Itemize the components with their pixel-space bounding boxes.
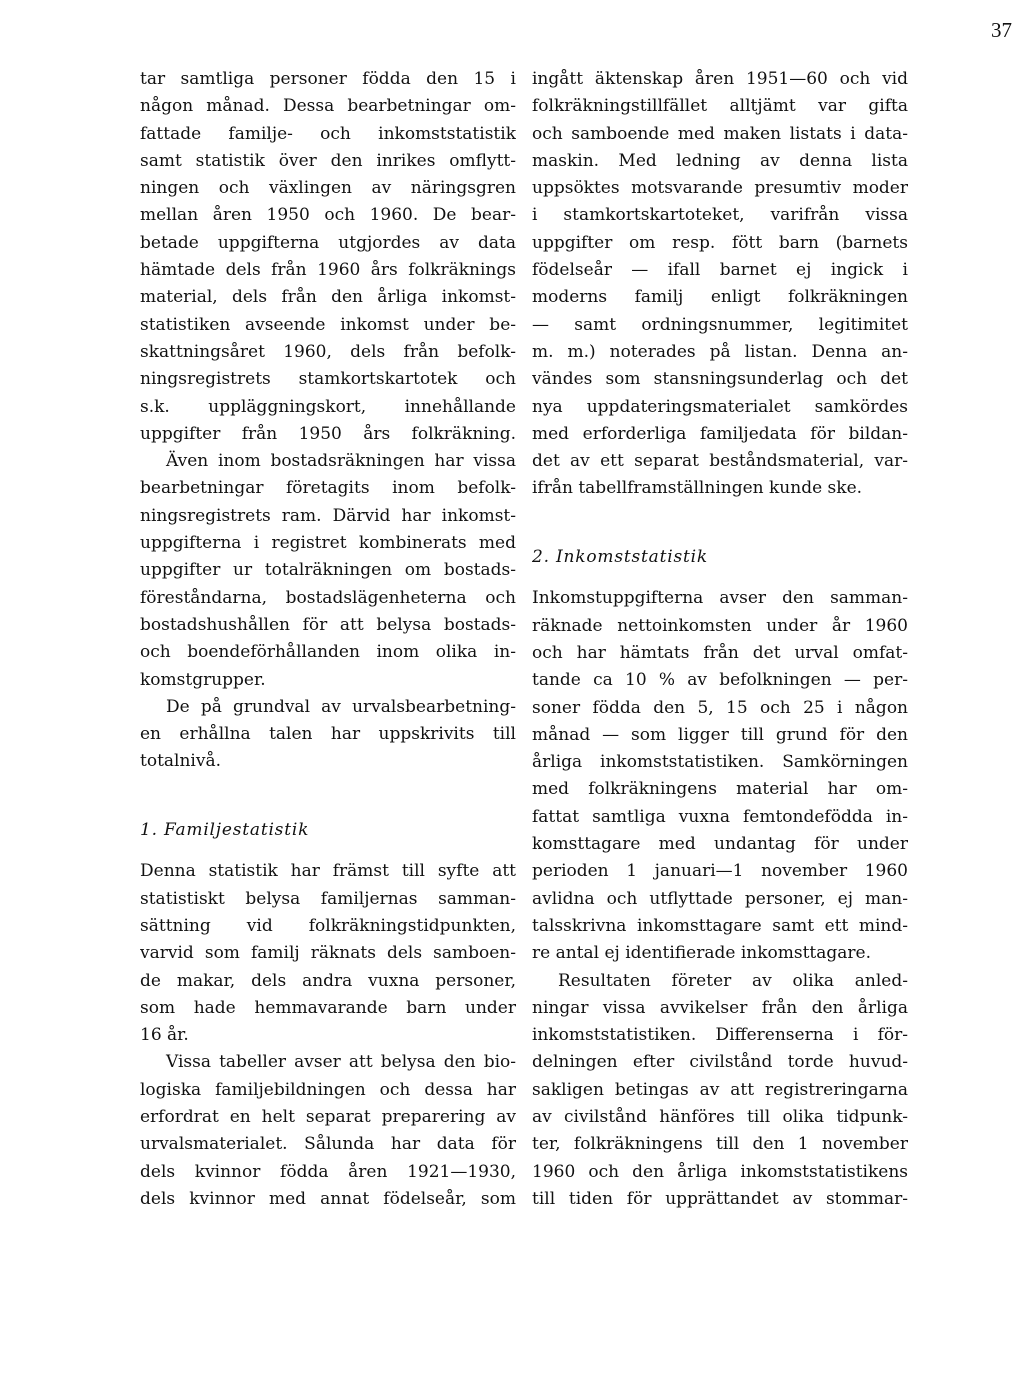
text-line: talsskrivna inkomsttagare samt ett mind- <box>532 915 908 936</box>
text-line: föreståndarna, bostadslägenheterna och <box>140 587 516 608</box>
text-line: någon månad. Dessa bearbetningar om- <box>140 96 516 117</box>
text-line: logiska familjebildningen och dessa har <box>140 1079 516 1100</box>
spacer <box>140 776 516 803</box>
paragraph <box>140 694 516 776</box>
text-line: med erforderliga familjedata för bildan- <box>532 423 908 444</box>
text-line: Även inom bostadsräkningen har vissa <box>166 451 516 472</box>
text-line: till tiden för upprättandet av stommar- <box>532 1188 908 1209</box>
text-line: ningar vissa avvikelser från den årliga <box>532 997 908 1018</box>
paragraph <box>532 585 908 967</box>
paragraph <box>532 968 908 1214</box>
text-line: fattat samtliga vuxna femtondefödda in- <box>532 806 908 827</box>
text-line: av civilstånd hänföres till olika tidpunk- <box>532 1106 908 1127</box>
text-line: delningen efter civilstånd torde huvud- <box>532 1052 908 1073</box>
text-line: och boendeförhållanden inom olika in- <box>140 642 516 663</box>
text-line: de makar, dels andra vuxna personer, <box>140 970 516 991</box>
text-line: 16 år. <box>140 1025 189 1046</box>
text-line: folkräkningstillfället alltjämt var gifta <box>532 96 908 117</box>
spacer <box>140 803 516 817</box>
text-line: material, dels från den årliga inkomst- <box>140 287 516 308</box>
text-line: betade uppgifterna utgjordes av data <box>140 232 516 253</box>
text-line: dels kvinnor födda åren 1921—1930, <box>140 1161 516 1182</box>
page-number: 37 <box>991 18 1012 42</box>
text-line: årliga inkomststatistiken. Samkörningen <box>532 752 908 773</box>
text-line: uppgifterna i registret kombinerats med <box>140 533 516 554</box>
text-line: uppsöktes motsvarande presumtiv moder <box>532 178 908 199</box>
text-line: med folkräkningens material har om- <box>532 779 908 800</box>
text-line: Resultaten företer av olika anled- <box>558 970 908 991</box>
spacer <box>140 844 516 858</box>
text-line: dels kvinnor med annat födelseår, som <box>140 1188 516 1209</box>
paragraph <box>140 448 516 694</box>
text-line: i stamkortskartoteket, varifrån vissa <box>532 205 908 226</box>
text-line: och samboende med maken listats i data- <box>532 123 908 144</box>
paragraph <box>140 66 516 448</box>
text-line: 1960 och den årliga inkomststatistikens <box>532 1161 908 1182</box>
text-line: inkomststatistiken. Differenserna i för- <box>532 1025 908 1046</box>
text-line: ifrån tabellframställningen kunde ske. <box>532 478 863 499</box>
text-line: Inkomstuppgifterna avser den samman- <box>532 588 908 609</box>
text-line: re antal ej identifierade inkomsttagare. <box>532 943 871 964</box>
text-line: uppgifter från 1950 års folkräkning. <box>140 423 516 444</box>
text-line: och har hämtats från det urval omfat- <box>532 642 908 663</box>
paragraph <box>140 1049 516 1213</box>
text-line: ningsregistrets stamkortskartotek och <box>140 369 516 390</box>
text-line: statistiken avseende inkomst under be- <box>140 314 516 335</box>
text-line: sättning vid folkräkningstidpunkten, <box>140 915 516 936</box>
text-line: bearbetningar företagits inom befolk- <box>140 478 516 499</box>
text-line: statistiskt belysa familjernas samman- <box>140 888 516 909</box>
text-line: erfordrat en helt separat preparering av <box>140 1106 516 1127</box>
paragraph <box>532 66 908 503</box>
paragraph <box>140 858 516 1049</box>
text-line: Denna statistik har främst till syfte att <box>140 861 516 882</box>
text-line: fattade familje- och inkomststatistik <box>140 123 516 144</box>
section-heading-familjestatistik: 1. Familjestatistik <box>140 820 310 841</box>
text-line: det av ett separat beståndsmaterial, var- <box>532 451 908 472</box>
text-line: varvid som familj räknats dels samboen- <box>140 943 516 964</box>
text-line: ter, folkräkningens till den 1 november <box>532 1134 908 1155</box>
text-line: månad — som ligger till grund för den <box>532 724 908 745</box>
text-line: avlidna och utflyttade personer, ej man- <box>532 888 908 909</box>
text-line: bostadshushållen för att belysa bostads- <box>140 614 516 635</box>
left-column <box>140 66 516 1213</box>
text-line: en erhållna talen har uppskrivits till <box>140 724 516 745</box>
text-line: De på grundval av urvalsbearbetning- <box>166 696 516 717</box>
text-line: sakligen betingas av att registreringarna <box>532 1079 908 1100</box>
text-line: komsttagare med undantag för under <box>532 834 908 855</box>
spacer <box>532 503 908 530</box>
text-line: tande ca 10 % av befolkningen — per- <box>532 670 908 691</box>
text-line: komstgrupper. <box>140 669 266 690</box>
spacer <box>532 571 908 585</box>
text-line: totalnivå. <box>140 751 221 772</box>
text-line: vändes som stansningsunderlag och det <box>532 369 908 390</box>
spacer <box>532 530 908 544</box>
text-line: skattningsåret 1960, dels från befolk- <box>140 341 516 362</box>
text-line: s.k. uppläggningskort, innehållande <box>140 396 516 417</box>
right-column <box>532 66 908 1213</box>
text-line: moderns familj enligt folkräkningen <box>532 287 908 308</box>
text-line: soner födda den 5, 15 och 25 i någon <box>532 697 908 718</box>
text-line: som hade hemmavarande barn under <box>140 997 516 1018</box>
text-line: ingått äktenskap åren 1951—60 och vid <box>532 69 908 89</box>
text-line: Vissa tabeller avser att belysa den bio- <box>166 1052 516 1073</box>
text-line: mellan åren 1950 och 1960. De bear- <box>140 205 516 226</box>
text-line: tar samtliga personer födda den 15 i <box>140 69 516 89</box>
section-heading-inkomststatistik: 2. Inkomststatistik <box>532 547 708 568</box>
text-line: uppgifter om resp. fött barn (barnets <box>532 232 908 253</box>
text-line: ningen och växlingen av näringsgren <box>140 178 516 199</box>
text-line: räknade nettoinkomsten under år 1960 <box>532 615 908 636</box>
text-line: samt statistik över den inrikes omflytt- <box>140 150 516 171</box>
text-line: perioden 1 januari—1 november 1960 <box>532 861 908 882</box>
text-line: uppgifter ur totalräkningen om bostads- <box>140 560 516 581</box>
text-line: urvalsmaterialet. Sålunda har data för <box>140 1134 516 1155</box>
text-line: födelseår — ifall barnet ej ingick i <box>532 260 908 281</box>
text-line: ningsregistrets ram. Därvid har inkomst- <box>140 505 516 526</box>
text-line: — samt ordningsnummer, legitimitet <box>532 314 908 335</box>
text-line: m. m.) noterades på listan. Denna an- <box>532 341 908 362</box>
text-line: hämtade dels från 1960 års folkräknings <box>140 260 516 281</box>
text-line: maskin. Med ledning av denna lista <box>532 150 908 171</box>
text-line: nya uppdateringsmaterialet samkördes <box>532 396 908 417</box>
